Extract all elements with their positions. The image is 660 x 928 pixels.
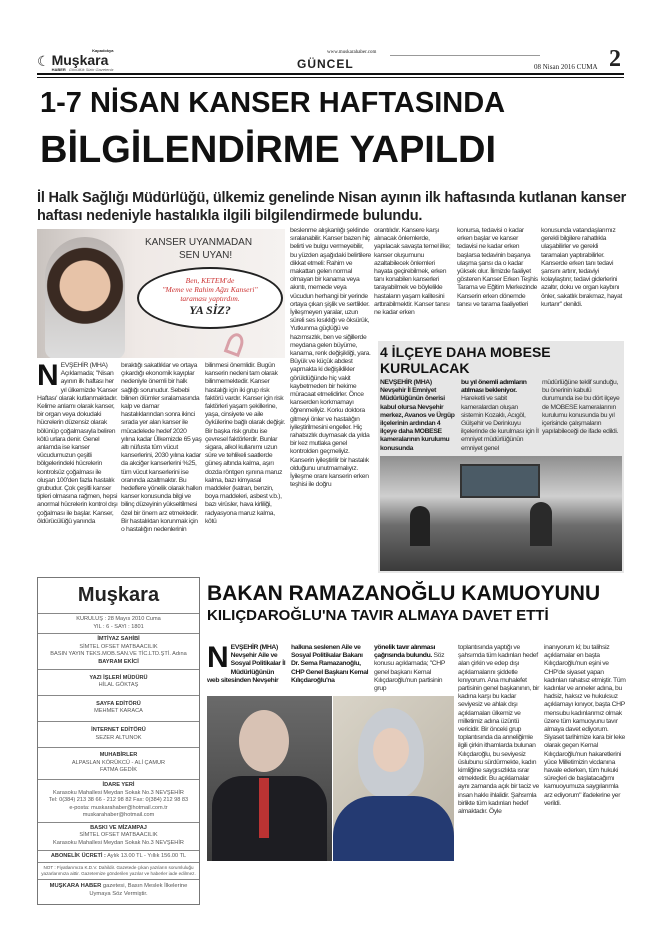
headline-bilgilendirme: BİLGİLENDİRME YAPILDI (40, 129, 497, 171)
article-subtitle: İl Halk Sağlığı Müdürlüğü, ülkemiz genelinde Nisan ayının ilk haftasında kutlanan kanser haftası nedeniyle hastalıkla ilgili bilgilendirmede bulundu. (37, 190, 627, 224)
section-title: GÜNCEL (297, 57, 354, 71)
header-rule (390, 55, 540, 56)
website-url[interactable]: www.muskarahaber.com (327, 50, 377, 55)
article3 (207, 581, 626, 861)
woman-photo (45, 237, 125, 358)
article1-col2: bıraktığı sakatlıklar ve ortaya çıkardığı ekonomik kayıplar nedeniyle önemli bir halk sağlığı sorunudur. Sebebi bilinen ölümler sıralamasında kalp ve damar hastalıklarından sonra ikinci sırada yer alan kanser ile mücadelede hedef 2020 yılına kadar Ülkemizde 65 yaş altı nüfusta tüm vücut kanserlerini, 2030 yılına kadar da akciğer kanserlerini %25, tüm vücut kanserlerini ise oranında azaltmaktır. Bu hedeflere yönelik olarak halkın kanser konusunda bilgi ve bilinç düzeyinin yükseltilmesi özel bir önem arz etmektedir. Bir hastalıktan korunmak için o hastalığın nedenlerinin (121, 362, 202, 534)
kilicdaroglu-photo (207, 696, 332, 861)
page-number: 2 (609, 46, 621, 72)
header-double-rule (37, 73, 624, 78)
issue-date: 08 Nisan 2016 CUMA (534, 63, 598, 71)
logo-swoosh-icon: ☾ (37, 52, 50, 69)
mobese-headline: 4 İLÇEYE DAHA MOBESE KURULACAK (380, 344, 551, 376)
headline-kanser-haftasi: 1-7 NİSAN KANSER HAFTASINDA (40, 87, 506, 119)
masthead-logo[interactable]: ☾ Kapadokya Muşkara HABER Gönüllük Sizin Gazeteniz (37, 48, 114, 72)
article3-col1: NEVŞEHİR (MHA) Nevşehir Aile ve Sosyal Politikalar İl Müdürlüğünün web sitesinden Nevşehir (207, 641, 286, 684)
ketem-ad-image: KANSER UYANMADAN SEN UYAN! Ben, KETEM'de "Meme ve Rahim Ağzı Kanseri" taraması yaptırdım. YA SİZ? (37, 229, 285, 358)
article1-col1: NEVŞEHİR (MHA) Açıklamada; "Nisan ayının ilk haftası her yıl ülkemizde 'Kanser Haftası' olarak kutlanmaktadır. Kelime anlamı olarak kanser, bir organ veya dokudaki hücrelerin düzensiz olarak bölünüp çoğalmasıyla beliren kötü urlara denir. Genel anlamda ise kanser vücudumuzun çeşitli bölgelerindeki hücrelerin kontrolsüz çoğalması ile oluşan 100'den fazla hastalık grubudur. Çok çeşitli kanser tipleri olmasına rağmen, hepsi anormal hücrelerin kontrol dışı çoğalması ile başlar. Kanser, öldürücülüğü yanında (37, 359, 118, 525)
article1-col7: konusunda vatandaşlarımız gerekli bilgilere rahatlıkla ulaşabilirler ve gerekli taramaları yaptırabilirler. Kanserde erken tanı tedavi şansını artırır, tedaviyi kolaylaştırır, tedavi giderlerini azaltır, doku ve organ kaybını önler, sakatlık bırakmaz, hayat kurtarır" denildi. (541, 227, 622, 308)
article3-col3: yönelik tavır alınması çağrısında bulundu. Söz konusu açıklamada; "CHP genel başkanı Kemal Kılıçdaroğlu'nun partisinin grup (374, 644, 445, 693)
article1-col5: orantılıdır. Kansere karşı alınacak önlemlerde, yapılacak savaşta temel ilke; kanser oluşumunu azaltabilecek önlemleri hayata geçirebilmek, erken tanı konabilen kanserleri tarayabilmek ve böylelikle hastaların yaşam kalitesini arttırabilmektir. Kanser tanısı ne kadar erken (374, 227, 451, 317)
speech-bubble: Ben, KETEM'de "Meme ve Rahim Ağzı Kanseri" taraması yaptırdım. YA SİZ? (137, 267, 283, 329)
article1-col4: beslenme alışkanlığı şeklinde sıralanabilir. Kanser bazen hiç belirti ve bulgu vermeyebilir, bu yüzden aşağıdaki belirtilere dikkat etmeli: Rahim ve makattan gelen normal olmayan bir kanama veya akıntı, memede veya vücudun herhangi bir yerinde ortaya çıkan şişlik ve sertlikler. İyileşmeyen yaralar, uzun süreli ses kısıklığı ve öksürük, Yutkunma güçlüğü ve hazımsızlık, ben ve siğillerde meydana gelen büyüme, kanama, renk değişikliği, yara. Büyük ve küçük abdest yapmakta ki değişiklikler görüldüğünde hiç vakit kaybetmeden bir hekime müracaat etmelidirler. Önce kanserden korkmamayı öğrenmeliyiz. Korku doktora gitmeyi önler ve hastalığın iyileştirilmesini engeller. Hiç rahatsızlık duymasak da yılda bir kez mutlaka genel kontrolden geçmeliyiz. Kanserin iyileştirilir bir hastalık olduğunu unutmamalıyız. İyileşme oranı kanserin erken teşhisi ile doğru (290, 227, 371, 489)
control-room-photo (380, 456, 622, 571)
article1-col3: bilinmesi önemlidir. Bugün kanserin nedeni tam olarak bilinmemektedir. Kanser hastalığı için iki grup risk faktörü vardır. Kanser için risk faktörleri yaşam şekillerine, yaşa, cinsiyete ve aile öykülerine bağlı olarak değişir. Bir başka risk grubu ise çevresel faktörlerdir. Bunlar sigara, alkol kullanımı uzun süre ve tehlikeli saatlerde güneş altında kalma, aşırı dozda röntgen ışınına maruz kalma, bazı kimyasal maddeler (katran, benzin, boya maddeleri, asbest v.b.), bazı virüsler, hava kirliliği, radyasyona maruz kalma, kötü (205, 362, 286, 525)
article3-col5: inanıyorum ki; bu talihsiz açıklamalar en başta Kılıçdaroğlu'nun eşini ve CHP'de siyaset yapan kadınları rahatsız etmiştir. Tüm kadınlar ve anneler adına, bu hadsiz, haksız ve hukuksuz açıklamayı kınıyor, başta CHP mensubu kadınlarımız olmak üzere tüm kamuoyunu tavır almaya davet ediyorum. Siyaset tarihimize kara bir leke olarak geçen Kemal Kılıçdaroğlu'nun hakaretlerini yüce Milletimizin vicdanına havale ederken, tüm hukuki süreçleri de başlatacağımı kamuoyumuza saygılarımla arz ediyorum" ifadelerine yer verildi. (544, 644, 626, 807)
headline-kilicdaroglu: KILIÇDAROĞLU'NA TAVIR ALMAYA DAVET ETTİ (207, 607, 549, 624)
imprint-box: Muşkara KURULUŞ : 28 Mayıs 2010 Cuma YIL : 6 - SAYI : 1801 İMTİYAZ SAHİBİ SİMTEL OFSET MATBAACILIK BASIN YAYIN TEKS.MOB.SAN.VE TİC.LTD.ŞTİ. Adına BAYRAM EKİCİ YAZI İŞLERİ MÜDÜRÜ HİLAL GÖKTAŞ SAYFA EDİTÖRÜ MEHMET KARACA İNTERNET EDİTÖRÜ SEZER ALTUNOK MUHABİRLER ALPASLAN KÖRÜKCÜ - ALİ ÇAMUR FATMA GEDİK İDARE YERİ Karasoku Mahallesi Meydan Sokak No.3 NEVŞEHİR Tel: 0(384) 213 38 66 - 212 98 82 Fax: 0(384) 212 98 83 e-posta: muskarahaber@hotmail.com.tr muskarahaber@hotmail.com BASKI VE MİZAMPAJ SİMTEL OFSET MATBAACILIK Karasoku Mahallesi Meydan Sokak No.3 NEVŞEHİR ABONELİK ÜCRETİ : Aylık 13.00 TL - Yıllık 156.00 TL NOT : Fiyatlarımıza K.D.V. Dahildir. Gazetede çıkan yazıların sorumluluğu yazarlarımıza aittir. Gazetemize gönderilen yazılar ve haberler iade edilmez. MUŞKARA HABER gazetesi, Basın Meslek İlkelerine Uymaya Söz Vermiştir. (37, 577, 200, 905)
mobese-col3: müdürlüğüne teklif sunduğu, bu önerinin kabulü durumunda ise bu dört ilçeye de MOBESE kameralarının kurulumu konusunda bu yıl içerisinde çalışmaların yapılabileceği de ifade edildi. (542, 379, 620, 436)
mobese-col1: NEVŞEHİR (MHA) Nevşehir İl Emniyet Müdürlüğünün önerisi kabul olursa Nevşehir merkez, Avanos ve Ürgüp ilçelerinin ardından 4 ilçeye daha MOBESE kameralarının kurulumu konusunda (380, 379, 455, 452)
headline-bakan-ramazanoglu: BAKAN RAMAZANOĞLU KAMUOYUNU (207, 582, 601, 605)
pink-ribbon-icon (224, 331, 247, 357)
mobese-article-box (378, 341, 624, 573)
ramazanoglu-photo (333, 696, 454, 861)
imprint-logo: Muşkara (77, 584, 160, 606)
article3-col2: halkına seslenen Aile ve Sosyal Politikalar Bakanı Dr. Sema Ramazanoğlu, CHP Genel Başkanı Kemal Kılıçdaroğlu'na (291, 644, 369, 684)
article1-col6: konursa, tedavisi o kadar erken başlar ve kanser tedavisi ne kadar erken başlarsa tedavinin başarıya ulaşma şansı da o kadar yüksek olur. İlimizde faaliyet gösteren Kanser Erken Teşhis Tarama ve Eğitim Merkezinde Kanserin erken dönemde tanısı ve tarama faaliyetleri (457, 227, 538, 308)
article3-col4: toplantısında yaptığı ve şahsımda tüm kadınları hedef alan çirkin ve edep dışı açıklamalarını şiddetle kınıyorum. Ana muhalefet partisinin genel başkanının, bir kadına karşı bu kadar seviyesiz ve ahlak dışı açıklamaları ülkemiz ve milletimiz adına üzüntü vericidir. Bir önceki grup toplantısında da anneliğimle ilgili çirkin ithamlarda bulunan Kılıçdaroğlu, bu seviyesiz üslubunu sürdürmekte, kadın kimliğine saygısızlıkta ısrar etmektedir. Bu açıklamalar aynı zamanda açık bir taciz ve insan hakkı ihlalidir. Şahsımla birlikte tüm kadınları hedef almaktadır. Öyle (458, 644, 539, 816)
mobese-col2: bu yıl önemli adımların atılması bekleniyor. Hareketli ve sabit kameralardan oluşan sistemin Kozaklı, Acıgöl, Gülşehir ve Derinkuyu ilçelerinde de kurulması için İl emniyet müdürlüğünün emniyet genel (461, 379, 539, 452)
